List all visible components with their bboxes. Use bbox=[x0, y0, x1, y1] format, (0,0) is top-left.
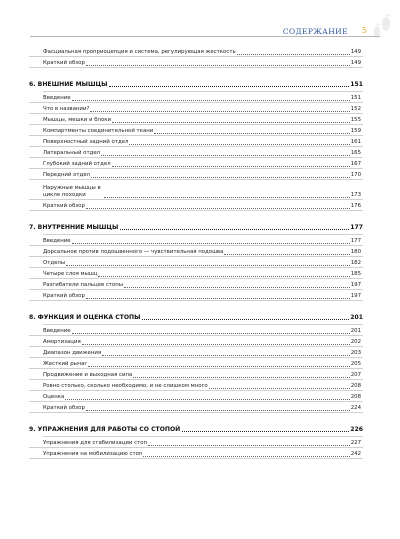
chapter-heading[interactable] bbox=[29, 313, 363, 322]
entry-page-number: 170 bbox=[350, 172, 361, 178]
toc-entry[interactable] bbox=[29, 46, 363, 57]
entry-title: Латеральный отдел bbox=[43, 150, 101, 156]
toc-entry[interactable] bbox=[29, 92, 363, 103]
chapter-heading[interactable] bbox=[29, 80, 363, 89]
entry-page-number: 161 bbox=[350, 139, 361, 145]
dot-leader bbox=[101, 155, 350, 156]
entry-title: Компартменты соединительной ткани bbox=[43, 128, 154, 134]
entry-page-number: 201 bbox=[350, 328, 361, 334]
dot-leader bbox=[86, 298, 350, 299]
entry-page-number: 159 bbox=[350, 128, 361, 134]
entry-title: Что в названии? bbox=[43, 106, 90, 112]
toc-entry[interactable] bbox=[29, 246, 363, 257]
dot-leader bbox=[209, 388, 350, 389]
entry-title: Краткий обзор bbox=[43, 293, 85, 299]
chapter-page-number: 201 bbox=[350, 314, 363, 321]
chapter-page-number: 226 bbox=[350, 426, 363, 433]
dot-leader bbox=[224, 254, 349, 255]
toc-entry[interactable] bbox=[29, 336, 363, 347]
dot-leader bbox=[133, 377, 349, 378]
entry-title: Амортизация bbox=[43, 339, 81, 345]
chapter-title: 7. ВНУТРЕННИЕ МЫШЦЫ bbox=[29, 224, 119, 231]
toc-entry[interactable] bbox=[29, 180, 363, 200]
toc-entry[interactable] bbox=[29, 402, 363, 413]
dot-leader bbox=[72, 100, 350, 101]
dot-leader bbox=[112, 122, 350, 123]
entry-title: Краткий обзор bbox=[43, 203, 85, 209]
entry-page-number: 180 bbox=[350, 249, 361, 255]
dot-leader bbox=[143, 456, 349, 457]
dot-leader bbox=[124, 287, 350, 288]
entry-page-number: 152 bbox=[350, 106, 361, 112]
entry-title: Глубокий задний отдел bbox=[43, 161, 111, 167]
entry-title: Продвижение и выходная сила bbox=[43, 372, 133, 378]
entry-page-number: 197 bbox=[350, 293, 361, 299]
running-header-title: СОДЕРЖАНИЕ bbox=[282, 27, 348, 36]
toc-entry[interactable] bbox=[29, 169, 363, 180]
dot-leader bbox=[86, 208, 350, 209]
toc-entry[interactable] bbox=[29, 369, 363, 380]
toc-entry[interactable] bbox=[29, 290, 363, 301]
toc-entry[interactable] bbox=[29, 347, 363, 358]
toc-entry[interactable] bbox=[29, 200, 363, 211]
dot-leader bbox=[129, 144, 349, 145]
entry-page-number: 203 bbox=[350, 350, 361, 356]
entry-title: Мышцы, мешки и блоки bbox=[43, 117, 112, 123]
toc-entry[interactable] bbox=[29, 279, 363, 290]
toc-entry[interactable] bbox=[29, 391, 363, 402]
toc-entry[interactable] bbox=[29, 57, 363, 68]
dot-leader bbox=[104, 197, 350, 198]
dot-leader bbox=[112, 166, 350, 167]
dot-leader bbox=[98, 276, 349, 277]
page-header bbox=[0, 0, 400, 40]
entry-page-number: 149 bbox=[350, 60, 361, 66]
chapter-heading[interactable] bbox=[29, 425, 363, 434]
page-number: 5 bbox=[361, 26, 367, 35]
toc-entry[interactable] bbox=[29, 268, 363, 279]
dot-leader bbox=[65, 399, 349, 400]
footprints-icon bbox=[368, 12, 396, 42]
entry-page-number: 155 bbox=[350, 117, 361, 123]
entry-title: Введение bbox=[43, 238, 71, 244]
dot-leader bbox=[86, 65, 350, 66]
entry-page-number: 173 bbox=[350, 192, 361, 198]
entry-page-number: 242 bbox=[350, 451, 361, 457]
entry-title: Краткий обзор bbox=[43, 60, 85, 66]
entry-page-number: 205 bbox=[350, 361, 361, 367]
entry-page-number: 207 bbox=[350, 372, 361, 378]
entry-title: Жесткий рычаг bbox=[43, 361, 88, 367]
entry-page-number: 167 bbox=[350, 161, 361, 167]
toc-entry[interactable] bbox=[29, 448, 363, 459]
dot-leader bbox=[82, 344, 350, 345]
chapter-heading[interactable] bbox=[29, 223, 363, 232]
dot-leader bbox=[66, 265, 350, 266]
entry-page-number: 208 bbox=[350, 383, 361, 389]
entry-title: Диапазон движения bbox=[43, 350, 102, 356]
dot-leader bbox=[109, 86, 349, 87]
toc-entry[interactable] bbox=[29, 358, 363, 369]
entry-page-number: 227 bbox=[350, 440, 361, 446]
toc-entry[interactable] bbox=[29, 325, 363, 336]
toc-entry[interactable] bbox=[29, 125, 363, 136]
entry-title: Введение bbox=[43, 328, 71, 334]
toc-entry[interactable] bbox=[29, 158, 363, 169]
entry-title: Отделы bbox=[43, 260, 66, 266]
dot-leader bbox=[142, 319, 349, 320]
table-of-contents bbox=[29, 46, 363, 459]
entry-title: Наружные мышцы в цикле походки bbox=[43, 185, 101, 198]
entry-title: Введение bbox=[43, 95, 71, 101]
entry-page-number: 208 bbox=[350, 394, 361, 400]
dot-leader bbox=[91, 177, 350, 178]
entry-title: Оценка bbox=[43, 394, 65, 400]
header-rule bbox=[30, 36, 380, 37]
entry-page-number: 202 bbox=[350, 339, 361, 345]
entry-title: Упражнения на мобилизацию стоп bbox=[43, 451, 143, 457]
dot-leader bbox=[182, 431, 349, 432]
toc-entry[interactable] bbox=[29, 437, 363, 448]
entry-page-number: 149 bbox=[350, 49, 361, 55]
toc-entry[interactable] bbox=[29, 147, 363, 158]
entry-title: Поверхностный задний отдел bbox=[43, 139, 129, 145]
entry-title: Разгибатели пальцев стопы bbox=[43, 282, 124, 288]
entry-title: Ровно столько, сколько необходимо, и не слишком много bbox=[43, 383, 208, 389]
entry-page-number: 151 bbox=[350, 95, 361, 101]
toc-entry[interactable] bbox=[29, 380, 363, 391]
entry-title: Фасциальная проприоцепция и система, регулирующая жесткость bbox=[43, 49, 236, 55]
entry-page-number: 176 bbox=[350, 203, 361, 209]
toc-entry[interactable] bbox=[29, 103, 363, 114]
dot-leader bbox=[154, 133, 349, 134]
entry-page-number: 177 bbox=[350, 238, 361, 244]
entry-page-number: 182 bbox=[350, 260, 361, 266]
entry-title: Упражнения для стабилизации стоп bbox=[43, 440, 148, 446]
dot-leader bbox=[88, 366, 350, 367]
entry-page-number: 185 bbox=[350, 271, 361, 277]
chapter-title: 9. УПРАЖНЕНИЯ ДЛЯ РАБОТЫ СО СТОПОЙ bbox=[29, 426, 181, 433]
entry-title: Краткий обзор bbox=[43, 405, 85, 411]
entry-page-number: 224 bbox=[350, 405, 361, 411]
entry-page-number: 197 bbox=[350, 282, 361, 288]
chapter-title: 6. ВНЕШНИЕ МЫШЦЫ bbox=[29, 81, 108, 88]
dot-leader bbox=[148, 445, 350, 446]
dot-leader bbox=[86, 410, 350, 411]
chapter-page-number: 177 bbox=[350, 224, 363, 231]
entry-title: Дорсальное против подошвенного — чувствительная подошва bbox=[43, 249, 224, 255]
toc-entry[interactable] bbox=[29, 257, 363, 268]
toc-entry[interactable] bbox=[29, 235, 363, 246]
chapter-page-number: 151 bbox=[350, 81, 363, 88]
dot-leader bbox=[237, 54, 350, 55]
dot-leader bbox=[102, 355, 350, 356]
entry-page-number: 165 bbox=[350, 150, 361, 156]
dot-leader bbox=[120, 229, 349, 230]
toc-entry[interactable] bbox=[29, 136, 363, 147]
entry-title: Четыре слоя мышц bbox=[43, 271, 98, 277]
chapter-title: 8. ФУНКЦИЯ И ОЦЕНКА СТОПЫ bbox=[29, 314, 141, 321]
toc-entry[interactable] bbox=[29, 114, 363, 125]
dot-leader bbox=[72, 333, 350, 334]
entry-title: Передний отдел bbox=[43, 172, 91, 178]
dot-leader bbox=[90, 111, 349, 112]
dot-leader bbox=[72, 243, 350, 244]
